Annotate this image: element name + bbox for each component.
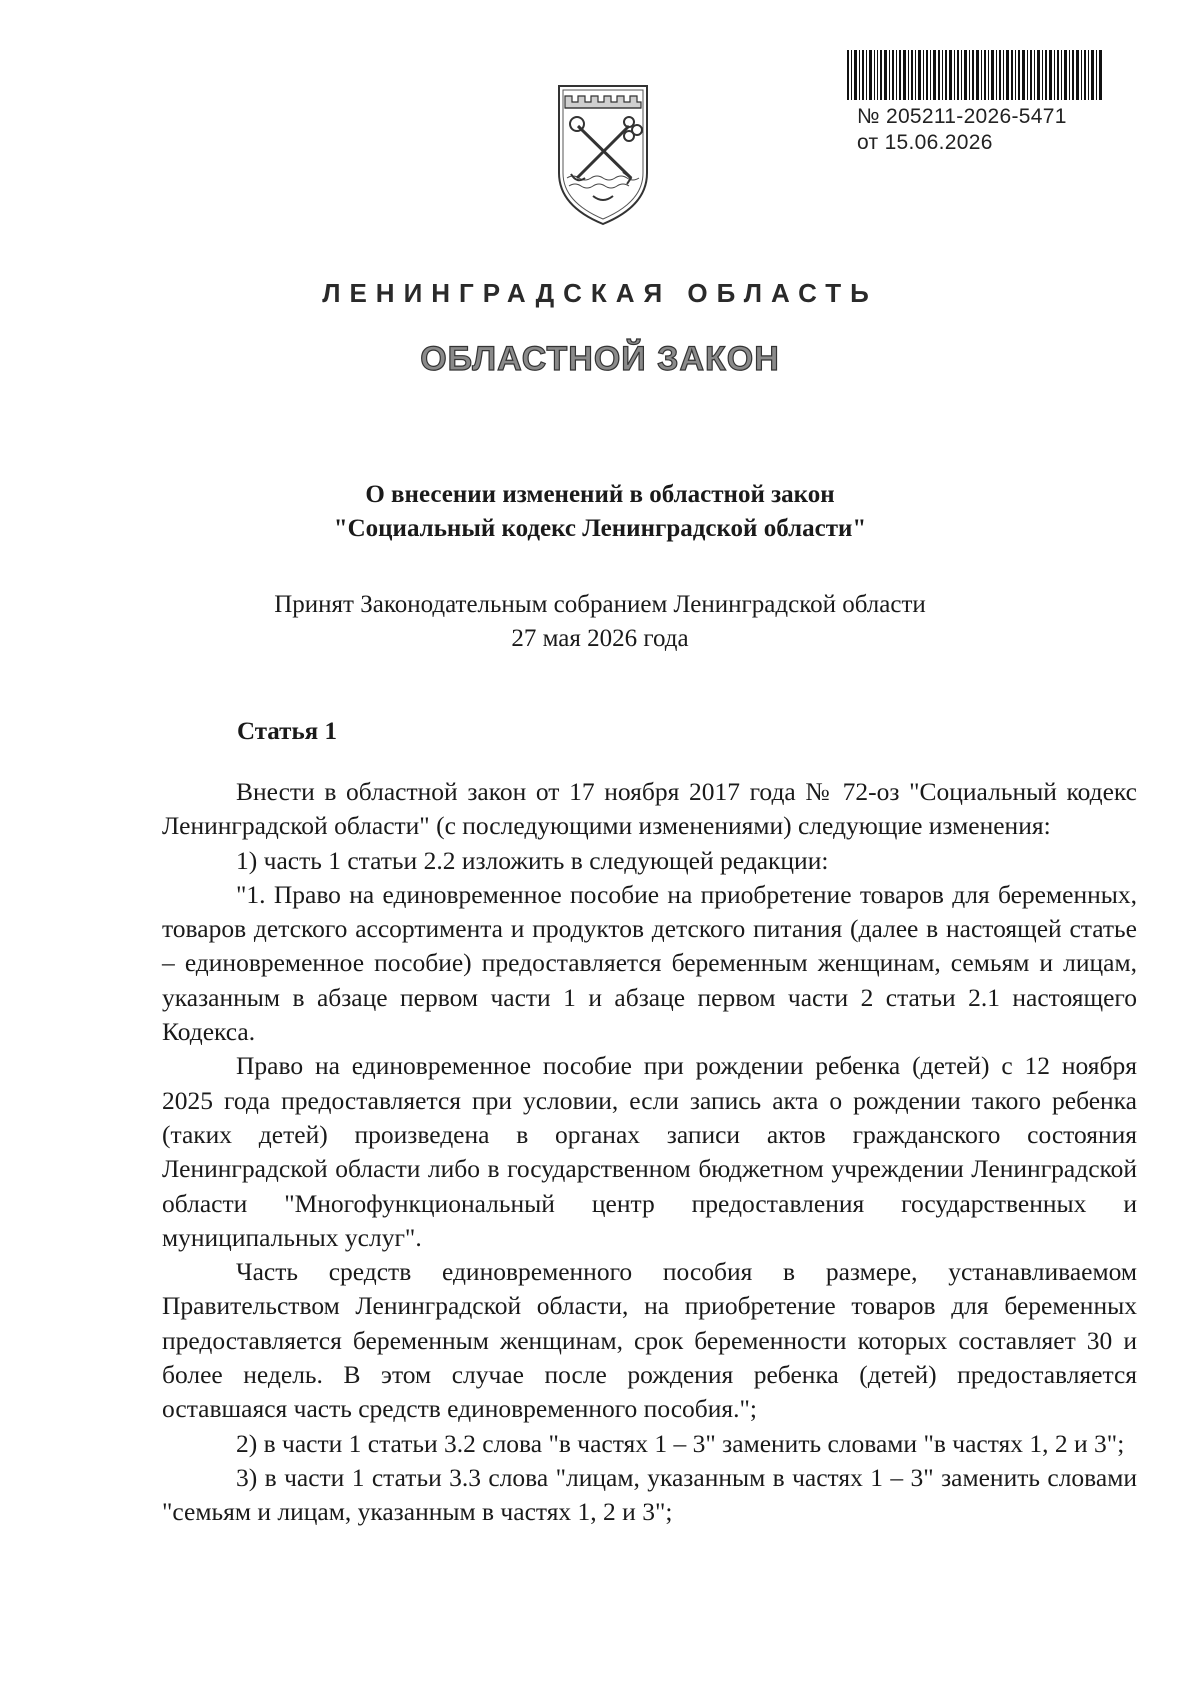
article-heading: Статья 1 [237, 718, 337, 745]
paragraph: 3) в части 1 статьи 3.3 слова "лицам, указанным в частях 1 – 3" заменить словами "семьям и лицам, указанным в частях 1, 2 и 3"; [162, 1462, 1137, 1527]
coat-of-arms-icon [553, 78, 653, 228]
law-title [0, 478, 1200, 546]
barcode-icon [847, 50, 1102, 100]
article-body [162, 775, 1137, 1530]
adoption-note [0, 588, 1200, 656]
registration-date: от 15.06.2026 [857, 131, 993, 154]
law-title-line-2: "Социальный кодекс Ленинградской области" [333, 515, 867, 542]
paragraph: Внести в областной закон от 17 ноября 2017 года № 72-оз "Социальный кодекс Ленинградской области" (с последующими изменениями) следующие изменения: [162, 777, 1137, 841]
registration-number: № 205211-2026-5471 [857, 105, 1067, 128]
paragraph: Часть средств единовременного пособия в размере, устанавливаемом Правительством Ленинградской области, на приобретение товаров для беременных предоставляется беременным женщинам, срок беременности которых составляет 30 и более недель. В этом случае после рождения ребенка (детей) предоставляется оставшаяся часть средств единовременного пособия."; [162, 1257, 1137, 1424]
law-type-heading: ОБЛАСТНОЙ ЗАКОН [420, 340, 780, 378]
region-name: ЛЕНИНГРАДСКАЯ ОБЛАСТЬ [322, 278, 878, 308]
paragraph: 2) в части 1 статьи 3.2 слова "в частях 1 – 3" заменить словами "в частях 1, 2 и 3"; [236, 1428, 1125, 1458]
paragraph: Право на единовременное пособие при рождении ребенка (детей) с 12 ноября 2025 года предоставляется при условии, если запись акта о рождении такого ребенка (таких детей) произведена в органах записи актов гражданского состояния Ленинградской области либо в государственном бюджетном учреждении Ленинградской области "Многофункциональный центр предоставления государственных и муниципальных услуг". [162, 1051, 1137, 1252]
adoption-body: Принят Законодательным собранием Ленинградской области [274, 591, 926, 618]
paragraph: 1) часть 1 статьи 2.2 изложить в следующей редакции: [236, 845, 829, 875]
adoption-date: 27 мая 2026 года [511, 625, 689, 652]
law-title-line-1: О внесении изменений в областной закон [365, 481, 835, 508]
paragraph: "1. Право на единовременное пособие на приобретение товаров для беременных, товаров детского ассортимента и продуктов детского питания (далее в настоящей статье – единовременное пособие) предоставляется беременным женщинам, семьям и лицам, указанным в абзаце первом части 1 и абзаце первом части 2 статьи 2.1 настоящего Кодекса. [162, 879, 1137, 1047]
